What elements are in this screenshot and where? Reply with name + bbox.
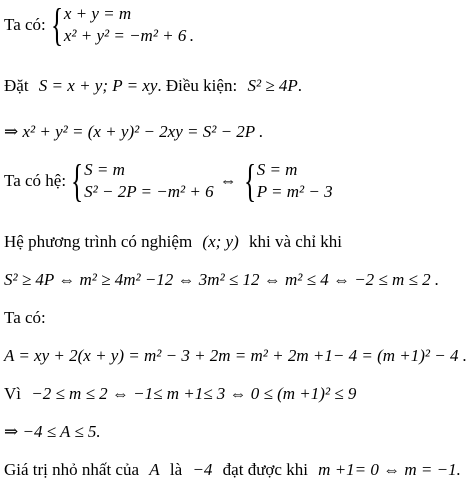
text-attained: đạt được khi [222, 460, 308, 479]
given-system [4, 2, 194, 48]
variable-a: A [149, 460, 160, 479]
text-is: là [169, 460, 183, 479]
system-label: Ta có hệ: [4, 171, 67, 190]
equation-2: x² + y² = −m² + 6 [63, 26, 187, 45]
solution-pair: (x; y) [202, 232, 239, 251]
system-left-eq2: S² − 2P = −m² + 6 [84, 182, 214, 201]
system-brace: { [243, 155, 256, 206]
system-left [84, 159, 213, 203]
condition: S² ≥ 4P [247, 76, 298, 95]
range-line [4, 384, 356, 404]
attained-condition: m +1= 0 ⇔ m = −1. [318, 460, 461, 479]
equivalence-arrow: ⇔ [219, 171, 237, 190]
bound-line: ⇒ −4 ≤ A ≤ 5. [4, 422, 101, 441]
substitution: S = x + y; P = xy [38, 76, 158, 95]
text-set: Đặt [4, 76, 29, 95]
expression-a: A = xy + 2(x + y) = m² − 3 + 2m = m² + 2m +1− 4 = (m +1)² − 4 . [4, 346, 467, 365]
system-left-eq1: S = m [84, 160, 125, 179]
text-has-solution: Hệ phương trình có nghiệm [4, 232, 193, 251]
text-iff: khi và chỉ khi [249, 232, 343, 251]
period: . [189, 26, 194, 45]
inequality-chain: S² ≥ 4P ⇔ m² ≥ 4m² −12 ⇔ 3m² ≤ 12 ⇔ m² ≤ 4 ⇔ −2 ≤ m ≤ 2 . [4, 270, 440, 289]
conclusion-line [4, 460, 461, 480]
system-right-eq2: P = m² − 3 [256, 182, 333, 201]
text-condition: . Điều kiện: [157, 76, 238, 95]
identity-line: ⇒ x² + y² = (x + y)² − 2xy = S² − 2P . [4, 122, 264, 141]
transformed-system [4, 155, 333, 206]
system-brace: { [50, 0, 63, 50]
system-right [257, 159, 333, 203]
equation-1: x + y = m [63, 4, 132, 23]
system-brace: { [71, 155, 84, 206]
period: . [297, 76, 302, 95]
ta-co-label: Ta có: [4, 308, 46, 327]
text-since: Vì [4, 384, 21, 403]
given-label: Ta có: [4, 15, 46, 34]
system-right-eq1: S = m [256, 160, 298, 179]
substitution-line [4, 76, 302, 96]
given-equations [64, 3, 187, 47]
range-chain: −2 ≤ m ≤ 2 ⇔ −1≤ m +1≤ 3 ⇔ 0 ≤ (m +1)² ≤ 9 [31, 384, 357, 403]
text-min-value: Giá trị nhỏ nhất của [4, 460, 140, 479]
min-value: −4 [192, 460, 213, 479]
condition-statement [4, 232, 342, 252]
